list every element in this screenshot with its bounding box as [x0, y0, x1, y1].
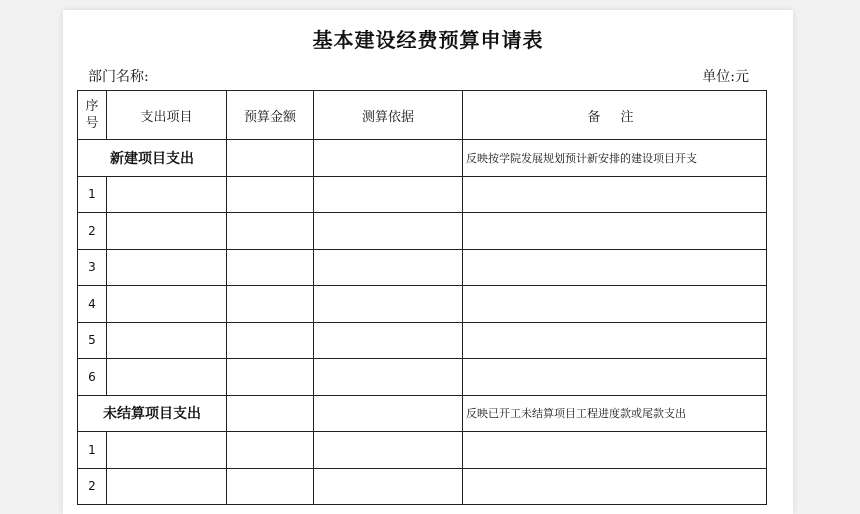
amount-cell[interactable]	[227, 249, 314, 286]
department-label: 部门名称:	[88, 69, 149, 85]
budget-table	[77, 90, 767, 505]
remark-cell[interactable]	[463, 286, 767, 323]
table-row	[78, 213, 767, 250]
item-cell[interactable]	[107, 213, 227, 250]
row-number: 5	[78, 322, 107, 359]
row-number: 2	[78, 468, 107, 505]
remark-cell[interactable]	[463, 432, 767, 469]
basis-cell[interactable]	[314, 432, 463, 469]
row-number: 4	[78, 286, 107, 323]
amount-cell[interactable]	[227, 359, 314, 396]
document-page	[63, 10, 793, 514]
header-seq-label: 序号	[85, 99, 99, 131]
header-item: 支出项目	[107, 91, 227, 140]
amount-cell[interactable]	[227, 395, 314, 432]
header-remark: 备 注	[463, 91, 767, 140]
section-row-unsettled-projects	[78, 395, 767, 432]
basis-cell[interactable]	[314, 359, 463, 396]
row-number: 1	[78, 176, 107, 213]
amount-cell[interactable]	[227, 468, 314, 505]
row-number: 3	[78, 249, 107, 286]
header-seq	[78, 91, 107, 140]
remark-cell[interactable]	[463, 359, 767, 396]
remark-cell[interactable]	[463, 176, 767, 213]
table-row	[78, 176, 767, 213]
section-remark: 反映按学院发展规划预计新安排的建设项目开支	[463, 140, 767, 177]
amount-cell[interactable]	[227, 140, 314, 177]
basis-cell[interactable]	[314, 249, 463, 286]
basis-cell[interactable]	[314, 140, 463, 177]
table-row	[78, 432, 767, 469]
table-row	[78, 286, 767, 323]
basis-cell[interactable]	[314, 468, 463, 505]
basis-cell[interactable]	[314, 395, 463, 432]
remark-cell[interactable]	[463, 322, 767, 359]
table-header-row	[78, 91, 767, 140]
row-number: 6	[78, 359, 107, 396]
amount-cell[interactable]	[227, 176, 314, 213]
section-remark: 反映已开工未结算项目工程进度款或尾款支出	[463, 395, 767, 432]
document-title: 基本建设经费预算申请表	[312, 28, 544, 52]
amount-cell[interactable]	[227, 286, 314, 323]
item-cell[interactable]	[107, 468, 227, 505]
item-cell[interactable]	[107, 322, 227, 359]
amount-cell[interactable]	[227, 322, 314, 359]
amount-cell[interactable]	[227, 213, 314, 250]
remark-cell[interactable]	[463, 249, 767, 286]
basis-cell[interactable]	[314, 322, 463, 359]
remark-cell[interactable]	[463, 213, 767, 250]
basis-cell[interactable]	[314, 176, 463, 213]
section-row-new-projects	[78, 140, 767, 177]
table-row	[78, 249, 767, 286]
unit-label: 单位:元	[702, 69, 749, 85]
basis-cell[interactable]	[314, 213, 463, 250]
amount-cell[interactable]	[227, 432, 314, 469]
item-cell[interactable]	[107, 286, 227, 323]
section-label: 新建项目支出	[78, 140, 227, 177]
table-row	[78, 322, 767, 359]
section-label: 未结算项目支出	[78, 395, 227, 432]
header-basis: 测算依据	[314, 91, 463, 140]
row-number: 2	[78, 213, 107, 250]
item-cell[interactable]	[107, 176, 227, 213]
table-row	[78, 359, 767, 396]
item-cell[interactable]	[107, 359, 227, 396]
item-cell[interactable]	[107, 432, 227, 469]
table-row	[78, 468, 767, 505]
remark-cell[interactable]	[463, 468, 767, 505]
item-cell[interactable]	[107, 249, 227, 286]
row-number: 1	[78, 432, 107, 469]
basis-cell[interactable]	[314, 286, 463, 323]
header-amount: 预算金额	[227, 91, 314, 140]
